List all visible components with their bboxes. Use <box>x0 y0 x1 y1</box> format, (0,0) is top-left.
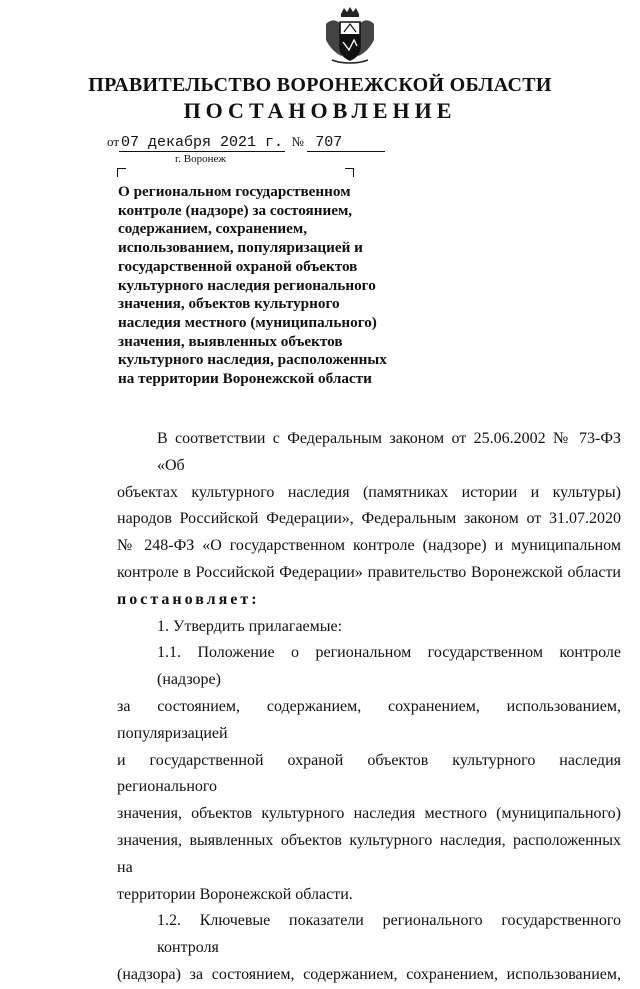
city-label: г. Воронеж <box>175 153 226 165</box>
date-number-line <box>107 134 385 152</box>
document-subject <box>118 183 418 389</box>
coat-of-arms-emblem <box>322 6 378 66</box>
subject-line: государственной охраной объектов <box>118 257 358 275</box>
subject-bracket-right <box>345 168 354 177</box>
subject-line: использованием, популяризацией и <box>118 239 363 257</box>
subject-bracket-left <box>117 168 126 177</box>
subject-line: О региональном государственном <box>118 183 351 200</box>
body-line: № 248-ФЗ «О государственном контроле (надзоре) и муниципальном <box>117 537 621 555</box>
subject-line: контроле (надзоре) за состоянием, <box>118 201 353 219</box>
body-line: 1.1. Положение о региональном государственном контроле (надзоре) <box>157 644 621 689</box>
body-line: объектах культурного наследия (памятниках истории и культуры) <box>117 483 621 501</box>
document-body <box>117 426 621 989</box>
body-line: народов Российской Федерации», Федеральным законом от 31.07.2020 <box>117 510 621 528</box>
body-line: 1.2. Ключевые показатели регионального государственного контроля <box>157 912 621 957</box>
document-date: 07 декабря 2021 г. <box>121 134 284 151</box>
body-line: (надзора) за состоянием, содержанием, сохранением, использованием, <box>117 965 621 983</box>
body-line: и государственной охраной объектов культурного наследия регионального <box>117 751 621 796</box>
body-line: 1. Утвердить прилагаемые: <box>157 617 343 635</box>
subject-line: содержанием, сохранением, <box>118 220 308 238</box>
resolution-word: постановляет: <box>117 590 260 608</box>
subject-line: значения, выявленных объектов <box>118 332 343 350</box>
subject-line: на территории Воронежской области <box>118 370 372 388</box>
body-line: значения, объектов культурного наследия местного (муниципального) <box>117 805 621 823</box>
organization-title: ПРАВИТЕЛЬСТВО ВОРОНЕЖСКОЙ ОБЛАСТИ <box>88 74 552 96</box>
body-line: значения, выявленных объектов культурного наследия, расположенных на <box>117 831 621 876</box>
date-prefix: от <box>107 134 120 149</box>
body-line: контроле в Российской Федерации» правительство Воронежской области <box>117 563 621 581</box>
subject-line: наследия местного (муниципального) <box>118 313 377 331</box>
body-line: за состоянием, содержанием, сохранением, использованием, популяризацией <box>117 697 621 742</box>
body-line: территории Воронежской области. <box>117 885 353 903</box>
number-prefix: № <box>291 134 304 149</box>
body-line: В соответствии с Федеральным законом от 25.06.2002 № 73-ФЗ «Об <box>157 430 621 474</box>
document-type: ПОСТАНОВЛЕНИЕ <box>183 98 457 123</box>
subject-line: культурного наследия регионального <box>118 276 376 294</box>
subject-line: значения, объектов культурного <box>118 295 340 313</box>
document-number: 707 <box>315 134 343 151</box>
subject-line: культурного наследия, расположенных <box>118 351 387 369</box>
